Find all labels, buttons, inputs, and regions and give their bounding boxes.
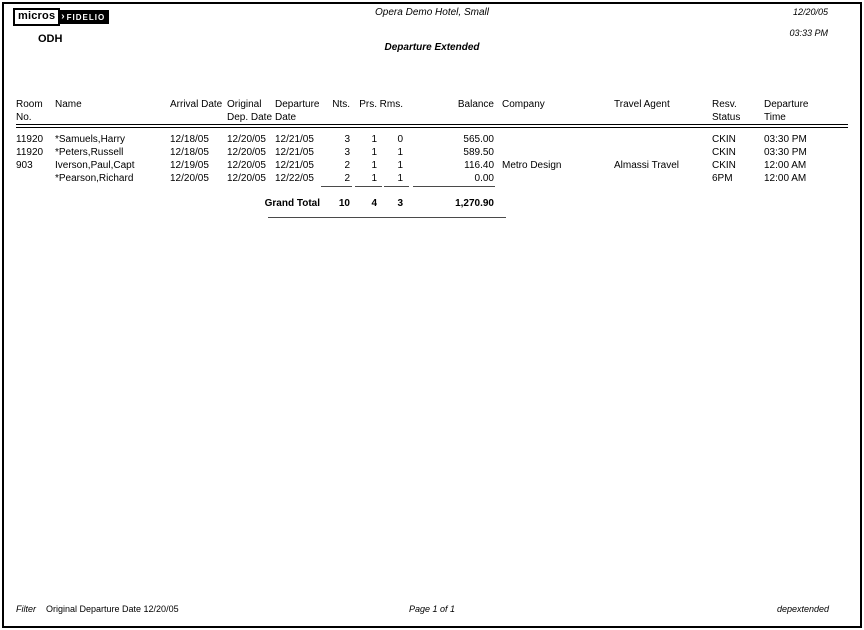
cell-travel-agent: Almassi Travel xyxy=(614,160,680,171)
grand-total-row xyxy=(16,197,848,210)
cell-departure: 12/21/05 xyxy=(275,147,314,158)
cell-resv-status: 6PM xyxy=(712,173,733,184)
cell-balance: 116.40 xyxy=(464,160,494,171)
cell-resv-status: CKIN xyxy=(712,160,736,171)
col-header-company: Company xyxy=(494,98,607,126)
cell-departure: 12/21/05 xyxy=(275,160,314,171)
cell-travel-agent xyxy=(607,133,705,146)
run-date: 12/20/05 xyxy=(792,7,828,17)
departures-table xyxy=(16,98,848,210)
cell-arrival: 12/19/05 xyxy=(170,160,209,171)
cell-company: Metro Design xyxy=(502,160,562,171)
report-title: Departure Extended xyxy=(384,42,480,53)
cell-balance: 565.00 xyxy=(463,134,494,145)
filter-value: Original Departure Date 12/20/05 xyxy=(46,604,179,614)
sum-rule-balance xyxy=(413,186,495,187)
table-header-row xyxy=(16,98,848,126)
page-info: Page 1 of 1 xyxy=(408,604,456,614)
col-header-resv-status: Resv. Status xyxy=(705,98,757,126)
cell-room: 903 xyxy=(16,160,33,171)
cell-arrival: 12/20/05 xyxy=(170,173,209,184)
col-header-nts: Nts. xyxy=(320,98,350,126)
hotel-name: Opera Demo Hotel, Small xyxy=(375,7,489,18)
col-header-arrival-date: Arrival Date xyxy=(170,98,227,126)
cell-room: 11920 xyxy=(16,147,44,158)
cell-prs: 1 xyxy=(371,160,377,171)
cell-rms: 1 xyxy=(397,160,403,171)
col-header-name: Name xyxy=(55,98,170,126)
micros-logo-text: micros xyxy=(13,8,60,26)
run-time: 03:33 PM xyxy=(789,28,828,38)
report-code: depextended xyxy=(776,604,829,614)
grand-total-rms: 3 xyxy=(397,198,403,209)
cell-departure: 12/22/05 xyxy=(275,173,314,184)
cell-rms: 0 xyxy=(397,134,403,145)
grand-total-label: Grand Total xyxy=(264,198,320,209)
col-header-rms: Rms. xyxy=(377,98,403,126)
col-header-room: Room No. xyxy=(16,98,55,126)
cell-room xyxy=(16,172,55,185)
sum-rule-prs xyxy=(355,186,382,187)
col-header-travel-agent: Travel Agent xyxy=(607,98,705,126)
col-header-departure-date: Departure Date xyxy=(275,98,320,126)
cell-company xyxy=(494,146,607,159)
cell-balance: 589.50 xyxy=(463,147,494,158)
page-border xyxy=(2,2,862,628)
cell-nts: 2 xyxy=(344,173,350,184)
table-row xyxy=(16,159,848,172)
filter-label: Filter xyxy=(16,604,36,614)
cell-company xyxy=(494,172,607,185)
cell-dep-time: 03:30 PM xyxy=(764,134,807,145)
cell-name: *Pearson,Richard xyxy=(55,173,134,184)
cell-prs: 1 xyxy=(371,134,377,145)
cell-prs: 1 xyxy=(371,173,377,184)
property-code: ODH xyxy=(38,33,63,45)
table-row xyxy=(16,172,848,185)
table-row xyxy=(16,133,848,146)
cell-nts: 3 xyxy=(344,134,350,145)
cell-nts: 3 xyxy=(344,147,350,158)
cell-travel-agent xyxy=(607,172,705,185)
grand-total-rule xyxy=(268,217,506,218)
cell-orig-dep: 12/20/05 xyxy=(227,160,266,171)
cell-arrival: 12/18/05 xyxy=(170,134,209,145)
table-row xyxy=(16,146,848,159)
cell-name: *Samuels,Harry xyxy=(55,134,126,145)
grand-total-prs: 4 xyxy=(371,198,377,209)
cell-rms: 1 xyxy=(397,173,403,184)
cell-resv-status: CKIN xyxy=(712,147,736,158)
arrow-icon: › xyxy=(61,11,66,22)
cell-resv-status: CKIN xyxy=(712,134,736,145)
cell-dep-time: 12:00 AM xyxy=(764,173,807,184)
col-header-balance: Balance xyxy=(403,98,494,126)
cell-arrival: 12/18/05 xyxy=(170,147,209,158)
cell-rms: 1 xyxy=(397,147,403,158)
cell-company xyxy=(494,133,607,146)
col-header-departure-time: Departure Time xyxy=(757,98,848,126)
cell-orig-dep: 12/20/05 xyxy=(227,173,266,184)
col-header-original-dep-date: Original Dep. Date xyxy=(227,98,275,126)
cell-name: *Peters,Russell xyxy=(55,147,124,158)
sum-rule-nts xyxy=(321,186,352,187)
col-header-prs: Prs. xyxy=(350,98,377,126)
cell-travel-agent xyxy=(607,146,705,159)
grand-total-nts: 10 xyxy=(338,198,350,209)
cell-nts: 2 xyxy=(344,160,350,171)
cell-orig-dep: 12/20/05 xyxy=(227,147,266,158)
sum-rule-rms xyxy=(384,186,409,187)
cell-prs: 1 xyxy=(371,147,377,158)
cell-departure: 12/21/05 xyxy=(275,134,314,145)
cell-room: 11920 xyxy=(16,134,44,145)
cell-dep-time: 03:30 PM xyxy=(764,147,807,158)
cell-orig-dep: 12/20/05 xyxy=(227,134,266,145)
cell-name: Iverson,Paul,Capt xyxy=(55,160,135,171)
cell-dep-time: 12:00 AM xyxy=(764,160,807,171)
fidelio-logo-text: FIDELIO xyxy=(66,12,106,22)
cell-balance: 0.00 xyxy=(474,173,494,184)
grand-total-balance: 1,270.90 xyxy=(455,198,494,209)
